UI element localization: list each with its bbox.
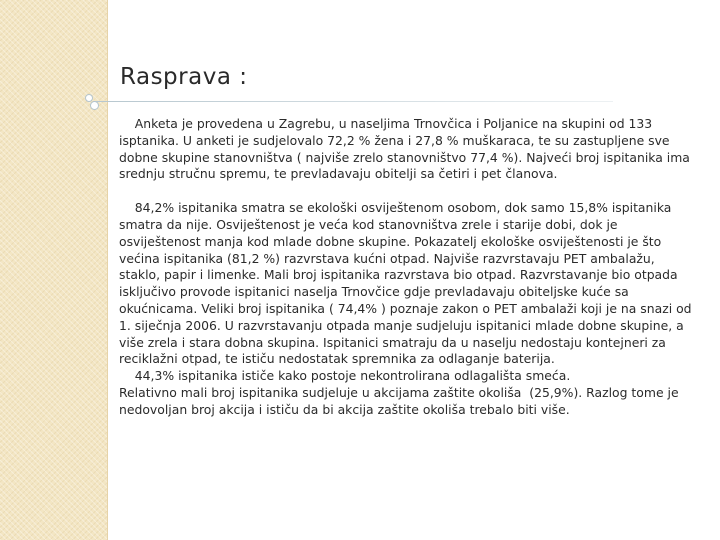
slide-title: Rasprava : — [120, 64, 248, 90]
paragraph-environmental-actions: Relativno mali broj ispitanika sudjeluje u akcijama zaštite okoliša (25,9%). Razlog tome je nedovoljan broj akcija i ističu da bi akcija zaštite okoliša trebalo biti više. — [119, 384, 683, 417]
side-band-edge — [107, 0, 108, 540]
paragraph-ecological-awareness: 84,2% ispitanika smatra se ekološki osviještenom osobom, dok samo 15,8% ispitanika smatra da nije. Osviještenost je veća kod stanovništva zrele i starije dobi, dok je osviještenost manja kod mlade dobne skupine. Pokazatelj ekološke osviještenosti je što većina ispitanika (81,2 %) razvrstava kućni otpad. Najviše razvrstavaju PET ambalažu, staklo, papir i limenke. Mali broj ispitanika razvrstava bio otpad. Razvrstavanje bio otpada isključivo provode ispitanici naselja Trnovčice gdje prevladavaju obiteljske kuće sa okućnicama. Veliki broj ispitanika ( 74,4% ) poznaje zakon o PET ambalaži koji je na snazi od 1. siječnja 2006. U razvrstavanju otpada manje sudjeluju ispitanici mlade dobne skupine, a više zrela i stara dobna skupina. Ispitanici smatraju da u naselju nedostaju kontejneri za reciklažni otpad, te ističu nedostatak spremnika za odlaganje baterija. — [119, 200, 696, 367]
slide-body — [119, 116, 694, 419]
paragraph-survey-intro: Anketa je provedena u Zagrebu, u naseljima Trnovčica i Poljanice na skupini od 133 isptanika. U anketi je sudjelovalo 72,2 % žena i 27,8 % muškaraca, te su zastupljene sve dobne skupine stanovništva ( najviše zrelo stanovništvo 77,4 %). Najveći broj ispitanika ima srednju stručnu spremu, te prevladavaju obitelji sa četiri i pet članova. — [119, 116, 694, 182]
decorative-side-band — [0, 0, 107, 540]
paragraph-illegal-dumps: 44,3% ispitanika ističe kako postoje nekontrolirana odlagališta smeća. — [119, 368, 571, 384]
title-underline — [93, 101, 613, 102]
decorative-circle-large — [90, 101, 99, 110]
